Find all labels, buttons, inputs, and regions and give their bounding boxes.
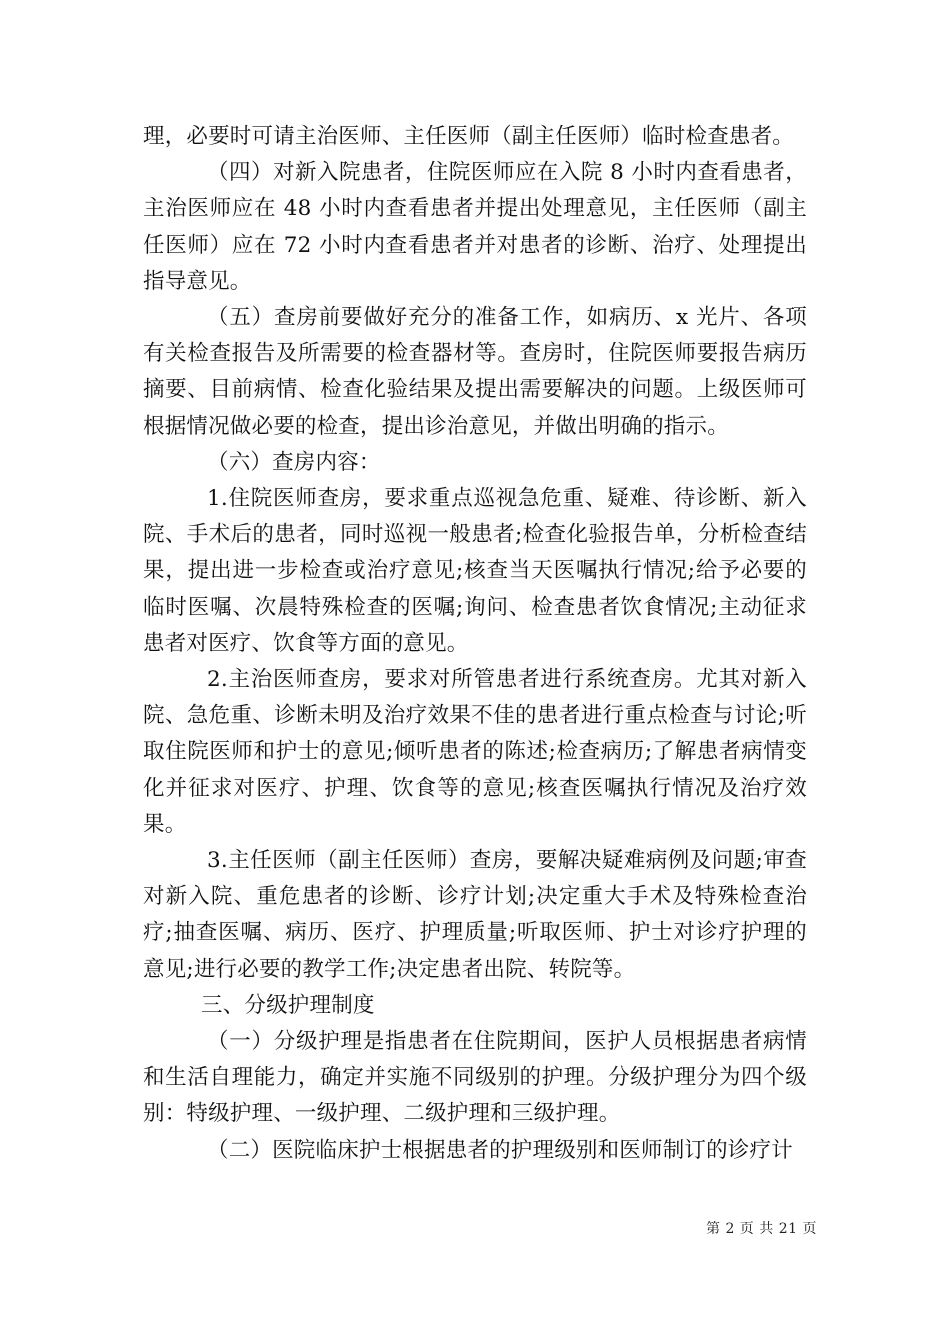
paragraph-nursing-1: （一）分级护理是指患者在住院期间，医护人员根据患者病情和生活自理能力，确定并实施不同级别的护理。分级护理分为四个级别：特级护理、一级护理、二级护理和三级护理。 — [143, 1029, 807, 1127]
paragraph-subitem-1: 1.住院医师查房，要求重点巡视急危重、疑难、待诊断、新入院、手术后的患者，同时巡视一般患者;检查化验报告单，分析检查结果，提出进一步检查或治疗意见;核查当天医嘱执行情况;给予必要的临时医嘱、次晨特殊检查的医嘱;询问、检查患者饮食情况;主动征求患者对医疗、饮食等方面的意见。 — [143, 486, 807, 656]
section-heading: 三、分级护理制度 — [201, 992, 375, 1018]
paragraph-subitem-3: 3.主任医师（副主任医师）查房，要解决疑难病例及问题;审查对新入院、重危患者的诊断、诊疗计划;决定重大手术及特殊检查治疗;抽查医嘱、病历、医疗、护理质量;听取医师、护士对诊疗护理的意见;进行必要的教学工作;决定患者出院、转院等。 — [143, 848, 807, 982]
paragraph-subitem-2: 2.主治医师查房，要求对所管患者进行系统查房。尤其对新入院、急危重、诊断未明及治疗效果不佳的患者进行重点检查与讨论;听取住院医师和护士的意见;倾听患者的陈述;检查病历;了解患者病情变化并征求对医疗、护理、饮食等的意见;核查医嘱执行情况及治疗效果。 — [143, 667, 807, 837]
paragraph-continuation: 理，必要时可请主治医师、主任医师（副主任医师）临时检查患者。 — [143, 124, 795, 149]
paragraph-item-5: （五）查房前要做好充分的准备工作，如病历、x 光片、各项有关检查报告及所需要的检查器材等。查房时，住院医师要报告病历摘要、目前病情、检查化验结果及提出需要解决的问题。上级医师可根据情况做必要的检查，提出诊治意见，并做出明确的指示。 — [143, 305, 807, 439]
document-body — [143, 119, 807, 1169]
paragraph-item-4: （四）对新入院患者，住院医师应在入院 8 小时内查看患者，主治医师应在 48 小时内查看患者并提出处理意见，主任医师（副主任医师）应在 72 小时内查看患者并对患者的诊断、治疗、处理提出指导意见。 — [143, 160, 807, 294]
paragraph-nursing-2: （二）医院临床护士根据患者的护理级别和医师制订的诊疗计 — [207, 1137, 793, 1163]
paragraph-item-6-heading: （六）查房内容： — [207, 449, 381, 475]
page-number-footer: 第 2 页 共 21 页 — [706, 1221, 817, 1237]
